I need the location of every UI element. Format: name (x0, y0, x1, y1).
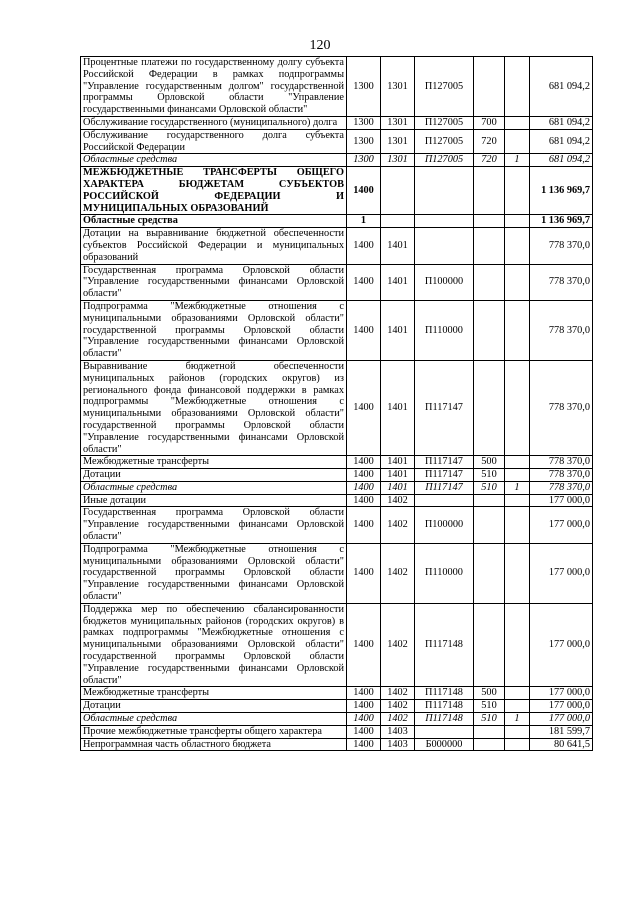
cell-d (474, 264, 505, 300)
cell-a: 1400 (347, 725, 381, 738)
cell-e (505, 456, 530, 469)
cell-d (474, 507, 505, 543)
cell-c: П117147 (415, 481, 474, 494)
table-row (81, 228, 593, 264)
cell-b: 1401 (381, 300, 415, 360)
cell-e (505, 167, 530, 215)
cell-a: 1400 (347, 360, 381, 455)
cell-f: 1 136 969,7 (530, 167, 593, 215)
cell-b: 1402 (381, 700, 415, 713)
cell-b: 1403 (381, 738, 415, 751)
cell-a: 1400 (347, 738, 381, 751)
cell-d (474, 494, 505, 507)
cell-f: 778 370,0 (530, 456, 593, 469)
cell-a: 1400 (347, 494, 381, 507)
cell-d (474, 57, 505, 117)
table-row (81, 543, 593, 603)
cell-d: 510 (474, 713, 505, 726)
cell-a: 1400 (347, 687, 381, 700)
table-row (81, 215, 593, 228)
cell-c: П127005 (415, 129, 474, 154)
cell-f: 80 641,5 (530, 738, 593, 751)
cell-b: 1403 (381, 725, 415, 738)
cell-f: 681 094,2 (530, 154, 593, 167)
cell-b: 1402 (381, 507, 415, 543)
cell-name: Иные дотации (81, 494, 347, 507)
cell-c: П100000 (415, 264, 474, 300)
cell-name: Дотации (81, 700, 347, 713)
cell-d: 510 (474, 481, 505, 494)
cell-name: МЕЖБЮДЖЕТНЫЕ ТРАНСФЕРТЫ ОБЩЕГО ХАРАКТЕРА БЮДЖЕТАМ СУБЪЕКТОВ РОССИЙСКОЙ ФЕДЕРАЦИИ И МУНИЦИПАЛЬНЫХ ОБРАЗОВАНИЙ (81, 167, 347, 215)
table-row (81, 300, 593, 360)
cell-e: 1 (505, 481, 530, 494)
cell-f: 1 136 969,7 (530, 215, 593, 228)
cell-name: Дотации (81, 469, 347, 482)
cell-f: 681 094,2 (530, 129, 593, 154)
cell-a: 1400 (347, 228, 381, 264)
cell-d (474, 215, 505, 228)
cell-d (474, 603, 505, 687)
cell-e (505, 215, 530, 228)
cell-b: 1401 (381, 469, 415, 482)
cell-b: 1402 (381, 543, 415, 603)
cell-name: Непрограммная часть областного бюджета (81, 738, 347, 751)
cell-d (474, 738, 505, 751)
cell-c: П117147 (415, 360, 474, 455)
cell-a: 1400 (347, 264, 381, 300)
cell-d: 720 (474, 129, 505, 154)
cell-d: 510 (474, 700, 505, 713)
cell-e (505, 543, 530, 603)
table-row (81, 603, 593, 687)
cell-c: П117147 (415, 469, 474, 482)
cell-a: 1300 (347, 116, 381, 129)
cell-b: 1401 (381, 264, 415, 300)
cell-a: 1400 (347, 167, 381, 215)
cell-e (505, 469, 530, 482)
cell-c (415, 167, 474, 215)
cell-c: Б000000 (415, 738, 474, 751)
cell-d (474, 725, 505, 738)
cell-e (505, 129, 530, 154)
table-row (81, 57, 593, 117)
table-row (81, 360, 593, 455)
cell-c: П117147 (415, 456, 474, 469)
table-row (81, 738, 593, 751)
cell-name: Государственная программа Орловской области "Управление государственными финансами Орловской области" (81, 507, 347, 543)
cell-d (474, 543, 505, 603)
cell-d (474, 167, 505, 215)
table-row (81, 116, 593, 129)
cell-f: 778 370,0 (530, 264, 593, 300)
cell-name: Поддержка мер по обеспечению сбалансированности бюджетов муниципальных районов (городских округов) в рамках подпрограммы "Межбюджетные отношения с муниципальными образованиями Орловской области" государственной программы Орловской области "Управление государственными финансами Орловской области" (81, 603, 347, 687)
cell-e (505, 228, 530, 264)
cell-name: Выравнивание бюджетной обеспеченности муниципальных районов (городских округов) из регионального фонда финансовой поддержки в рамках подпрограммы "Межбюджетные отношения с муниципальными образованиями Орловской области" государственной программы Орловской области "Управление государственными финансами Орловской области" (81, 360, 347, 455)
cell-a: 1400 (347, 700, 381, 713)
cell-f: 181 599,7 (530, 725, 593, 738)
cell-b: 1301 (381, 129, 415, 154)
cell-f: 778 370,0 (530, 469, 593, 482)
cell-c (415, 215, 474, 228)
cell-name: Обслуживание государственного долга субъекта Российской Федерации (81, 129, 347, 154)
cell-name: Подпрограмма "Межбюджетные отношения с муниципальными образованиями Орловской области" государственной программы Орловской области "Управление государственными финансами Орловской области" (81, 300, 347, 360)
cell-e (505, 360, 530, 455)
table-row (81, 507, 593, 543)
cell-name: Областные средства (81, 713, 347, 726)
cell-a: 1400 (347, 469, 381, 482)
cell-f: 177 000,0 (530, 603, 593, 687)
table-row (81, 481, 593, 494)
cell-name: Процентные платежи по государственному долгу субъекта Российской Федерации в рамках подпрограммы "Управление государственным долгом" государственной программы Орловской области "Управление государственными финансами Орловской области" (81, 57, 347, 117)
cell-e: 1 (505, 154, 530, 167)
cell-a: 1400 (347, 543, 381, 603)
table-row (81, 700, 593, 713)
cell-b: 1401 (381, 456, 415, 469)
cell-c (415, 228, 474, 264)
table-row (81, 154, 593, 167)
cell-name: Межбюджетные трансферты (81, 456, 347, 469)
cell-f: 177 000,0 (530, 700, 593, 713)
cell-b: 1301 (381, 116, 415, 129)
table-row (81, 167, 593, 215)
cell-e (505, 725, 530, 738)
cell-b (381, 215, 415, 228)
cell-d (474, 228, 505, 264)
table-row (81, 469, 593, 482)
cell-c (415, 494, 474, 507)
table-row (81, 687, 593, 700)
cell-d (474, 360, 505, 455)
cell-f: 177 000,0 (530, 543, 593, 603)
cell-d: 510 (474, 469, 505, 482)
cell-c: П127005 (415, 116, 474, 129)
table-row (81, 456, 593, 469)
cell-a: 1300 (347, 154, 381, 167)
cell-c: П117148 (415, 713, 474, 726)
table-row (81, 713, 593, 726)
cell-name: Обслуживание государственного (муниципального) долга (81, 116, 347, 129)
cell-a: 1400 (347, 713, 381, 726)
cell-a: 1400 (347, 456, 381, 469)
cell-a: 1400 (347, 300, 381, 360)
table-row (81, 725, 593, 738)
cell-e (505, 494, 530, 507)
cell-name: Подпрограмма "Межбюджетные отношения с муниципальными образованиями Орловской области" государственной программы Орловской области "Управление государственными финансами Орловской области" (81, 543, 347, 603)
cell-a: 1300 (347, 129, 381, 154)
cell-e (505, 687, 530, 700)
cell-b (381, 167, 415, 215)
cell-e (505, 738, 530, 751)
cell-b: 1402 (381, 713, 415, 726)
cell-f: 177 000,0 (530, 713, 593, 726)
cell-d: 720 (474, 154, 505, 167)
cell-b: 1402 (381, 603, 415, 687)
cell-c: П117148 (415, 687, 474, 700)
cell-b: 1401 (381, 481, 415, 494)
cell-a: 1400 (347, 481, 381, 494)
cell-f: 681 094,2 (530, 116, 593, 129)
cell-b: 1402 (381, 494, 415, 507)
cell-name: Прочие межбюджетные трансферты общего характера (81, 725, 347, 738)
cell-c: П100000 (415, 507, 474, 543)
cell-b: 1402 (381, 687, 415, 700)
budget-table (80, 56, 593, 751)
cell-d (474, 300, 505, 360)
cell-e (505, 507, 530, 543)
cell-b: 1401 (381, 360, 415, 455)
cell-b: 1301 (381, 154, 415, 167)
cell-f: 177 000,0 (530, 687, 593, 700)
cell-name: Дотации на выравнивание бюджетной обеспеченности субъектов Российской Федерации и муниципальных образований (81, 228, 347, 264)
cell-name: Межбюджетные трансферты (81, 687, 347, 700)
cell-a: 1 (347, 215, 381, 228)
cell-f: 681 094,2 (530, 57, 593, 117)
table-row (81, 264, 593, 300)
table-row (81, 494, 593, 507)
cell-d: 700 (474, 116, 505, 129)
cell-a: 1400 (347, 603, 381, 687)
cell-e (505, 700, 530, 713)
cell-c (415, 725, 474, 738)
cell-c: П127005 (415, 57, 474, 117)
cell-d: 500 (474, 687, 505, 700)
cell-b: 1301 (381, 57, 415, 117)
cell-name: Государственная программа Орловской области "Управление государственными финансами Орловской области" (81, 264, 347, 300)
cell-e (505, 300, 530, 360)
cell-c: П110000 (415, 543, 474, 603)
cell-f: 778 370,0 (530, 360, 593, 455)
page-number: 120 (309, 38, 331, 53)
table-row (81, 129, 593, 154)
cell-name: Областные средства (81, 154, 347, 167)
cell-c: П117148 (415, 700, 474, 713)
cell-a: 1300 (347, 57, 381, 117)
cell-c: П117148 (415, 603, 474, 687)
cell-e (505, 603, 530, 687)
cell-f: 177 000,0 (530, 494, 593, 507)
cell-name: Областные средства (81, 215, 347, 228)
cell-f: 778 370,0 (530, 300, 593, 360)
cell-b: 1401 (381, 228, 415, 264)
cell-f: 778 370,0 (530, 481, 593, 494)
cell-d: 500 (474, 456, 505, 469)
cell-e (505, 57, 530, 117)
cell-e: 1 (505, 713, 530, 726)
cell-name: Областные средства (81, 481, 347, 494)
cell-c: П127005 (415, 154, 474, 167)
cell-e (505, 264, 530, 300)
cell-a: 1400 (347, 507, 381, 543)
cell-f: 177 000,0 (530, 507, 593, 543)
cell-f: 778 370,0 (530, 228, 593, 264)
cell-e (505, 116, 530, 129)
cell-c: П110000 (415, 300, 474, 360)
